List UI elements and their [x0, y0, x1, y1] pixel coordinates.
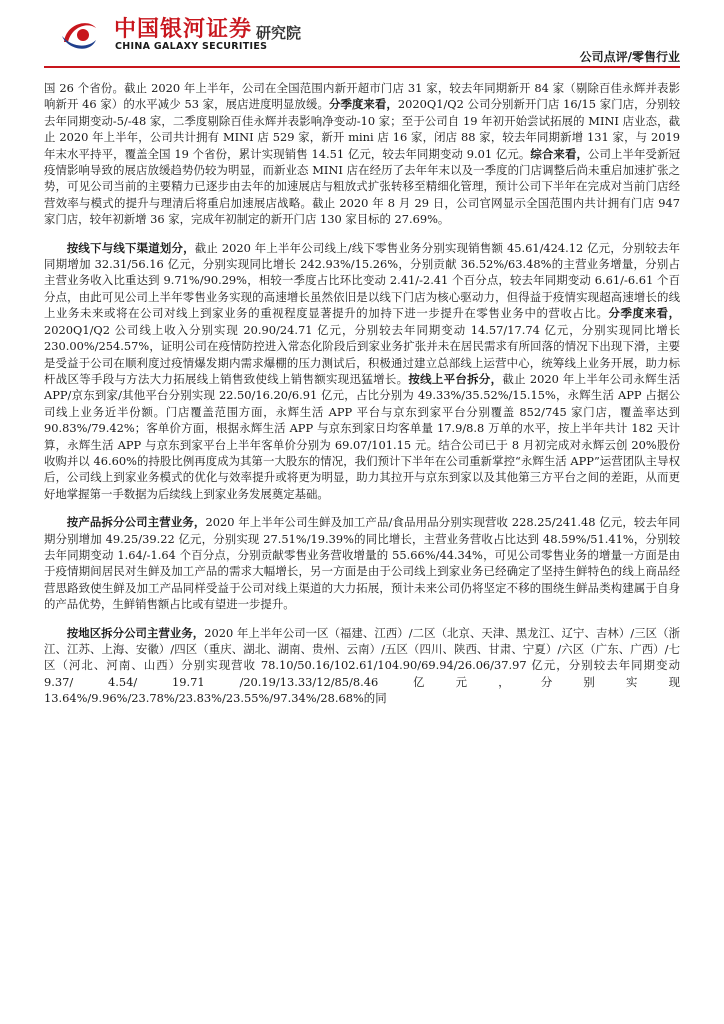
bold-lead-phrase: 按产品拆分公司主营业务，: [66, 515, 206, 530]
paragraph-text: 2020Q1/Q2 公司线上收入分别实现 20.90/24.71 亿元，分别较去年同期变动 14.57/17.74 亿元，分别实现同比增长 230.00%/254.57%，证明公司在疫情防控进入常态化阶段后到家业务扩张并未在居民需求有所回落的情况下出现下滑，主要是受益于公司在顺利度过疫情爆发期内需求爆棚的压力测试后，积极通过建立总部线上运营中心，统筹线上业务开展，助力标杆战区等手段与方法大力拓展线上销售致使线上销售额实现迅猛增长。: [44, 322, 680, 386]
body-paragraph: [44, 625, 680, 707]
header-divider: [44, 66, 680, 68]
paragraph-text: 公司上半年受新冠疫情影响导致的展店放缓趋势仍较为明显，而新业态 MINI 店在经历了去年年末以及一季度的门店调整后尚未重启加速扩张之势，可见公司当前的主要精力已逐步由去年的加速展店与粗放式扩张转移至精细化管理，预计公司下半年在完成对当前门店经营效率与模式的提升与理清后将重启加速展店战略。截止 2020 年 8 月 29 日，公司官网显示全国范围内共计拥有门店 947 家门店，较年初新增 36 家，完成年初制定的新开门店 130 家目标的 27.69%。: [44, 146, 680, 227]
bold-lead-phrase: 综合来看，: [530, 146, 588, 161]
bold-lead-phrase: 分季度来看，: [328, 97, 398, 112]
body-paragraph: [44, 514, 680, 612]
report-category: 公司点评/零售行业: [579, 50, 680, 64]
brand-name-cn: 中国银河证券: [114, 17, 253, 42]
brand-name-en: CHINA GALAXY SECURITIES: [115, 41, 268, 52]
bold-lead-phrase: 分季度来看，: [608, 306, 680, 321]
body-paragraph: [44, 240, 680, 503]
paragraph-text: 截止 2020 年上半年公司永辉生活 APP/京东到家/其他平台分别实现 22.50/16.20/6.91 亿元，占比分别为 49.33%/35.52%/15.15%，永辉生活 APP 占据公司线上业务近半份额。门店覆盖范围方面，永辉生活 APP 平台与京东到家平台分别覆盖 852/745 家门店，覆盖率达到 90.83%/79.42%；客单价方面，根据永辉生活 APP 与京东到家日均客单量 17.9/8.8 万单的水平，按上半年共计 182 天计算，永辉生活 APP 与京东到家平台上半年客单价分别为 69.07/101.15 元。结合公司已于 8 月初完成对永辉云创 20%股份收购并以 46.60%的持股比例再度成为其第一大股东的情况，我们预计下半年在公司重新掌控“永辉生活 APP”运营团队主导权后，公司线上到家业务模式的优化与效率提升或将更为明显，助力其拉开与京东到家以及其他第三方平台之间的差距，从而更好地掌握第一手数据为后续线上到家业务发展奠定基础。: [44, 371, 680, 501]
institute-label: 研究院: [256, 24, 302, 42]
body-paragraph: [44, 80, 680, 228]
paragraph-text: 2020 年上半年公司生鲜及加工产品/食品用品分别实现营收 228.25/241.48 亿元，较去年同期分别增加 49.25/39.22 亿元，分别实现 27.51%/19.39%的同比增长，主营业务营收占比达到 48.59%/51.41%，分别较去年同期变动 1.64/-1.64 个百分点，分别贡献零售业务营收增量的 55.66%/44.34%，可见公司零售业务的增量一方面是由于疫情期间居民对生鲜及加工产品的需求大幅增长，另一方面是由于公司线上到家业务已经确定了坚持生鲜特色的线上商品经营思路致使生鲜及加工产品同样受益于公司对线上渠道的大力拓展，预计未来公司仍将坚定不移的围绕生鲜品类构建属于自身的产品优势，生鲜销售额占比或有望进一步提升。: [44, 515, 680, 612]
paragraph-text: 2020Q1/Q2 公司分别新开门店 16/15 家门店，分别较去年同期变动-5/-48 家，二季度剔除百佳永辉并表影响净变动-10 家；至于公司自 19 年初开始尝试拓展的 MINI 店业态，截止 2020 年上半年，公司共计拥有 MINI 店 529 家，新开 mini 店 16 家，闭店 88 家，较去年同期新增 131 家，与 2019 年末水平持平，覆盖全国 19 个省份，累计实现销售 14.51 亿元，较去年同期变动 9.01 亿元。: [44, 97, 680, 161]
report-body: [44, 80, 680, 719]
paragraph-text: 截止 2020 年上半年公司线上/线下零售业务分别实现销售额 45.61/424.12 亿元，分别较去年同期增加 32.31/56.16 亿元，分别实现同比增长 242.93%/15.26%，分别贡献 36.52%/63.48%的主营业务增量，分别占主营业务收入比重达到 9.71%/90.29%，相较一季度占比环比变动 2.41/-2.41 个百分点，较去年同期变动 6.61/-6.61 个百分点，由此可见公司上半年零售业务实现的高速增长虽然依旧是以线下门店为核心驱动力，但得益于疫情实现超高速增长的线上业务未来或将在公司对线上到家业务的重视程度显著提升的加持下进一步提升在零售业务中的营收占比。: [44, 240, 680, 321]
galaxy-logo-icon: [58, 14, 100, 56]
paragraph-text: 2020 年上半年公司一区（福建、江西）/二区（北京、天津、黑龙江、辽宁、吉林）/三区（浙江、江苏、上海、安徽）/四区（重庆、湖北、湖南、贵州、云南）/五区（四川、陕西、甘肃、宁夏）/六区（广东、广西）/七区（河北、河南、山西）分别实现营收 78.10/50.16/102.61/104.90/69.94/26.06/37.97 亿元，分别较去年同期变动 9.37/ 4.54/ 19.71 /20.19/13.33/12/85/8.46 亿元，分别实现 13.64%/9.96%/23.78%/23.83%/23.55%/97.34%/28.68%的同: [44, 625, 680, 706]
bold-lead-phrase: 按地区拆分公司主营业务，: [66, 625, 205, 640]
bold-lead-phrase: 按线上平台拆分，: [408, 371, 503, 386]
page-header: [0, 0, 724, 70]
paragraph-text: 国 26 个省份。截止 2020 年上半年，公司在全国范围内新开超市门店 31 家，较去年同期新开 84 家（剔除百佳永辉并表影响新开 46 家）的水平减少 53 家，展店进度明显放缓。: [44, 81, 680, 112]
bold-lead-phrase: 按线下与线下渠道划分，: [66, 240, 195, 255]
